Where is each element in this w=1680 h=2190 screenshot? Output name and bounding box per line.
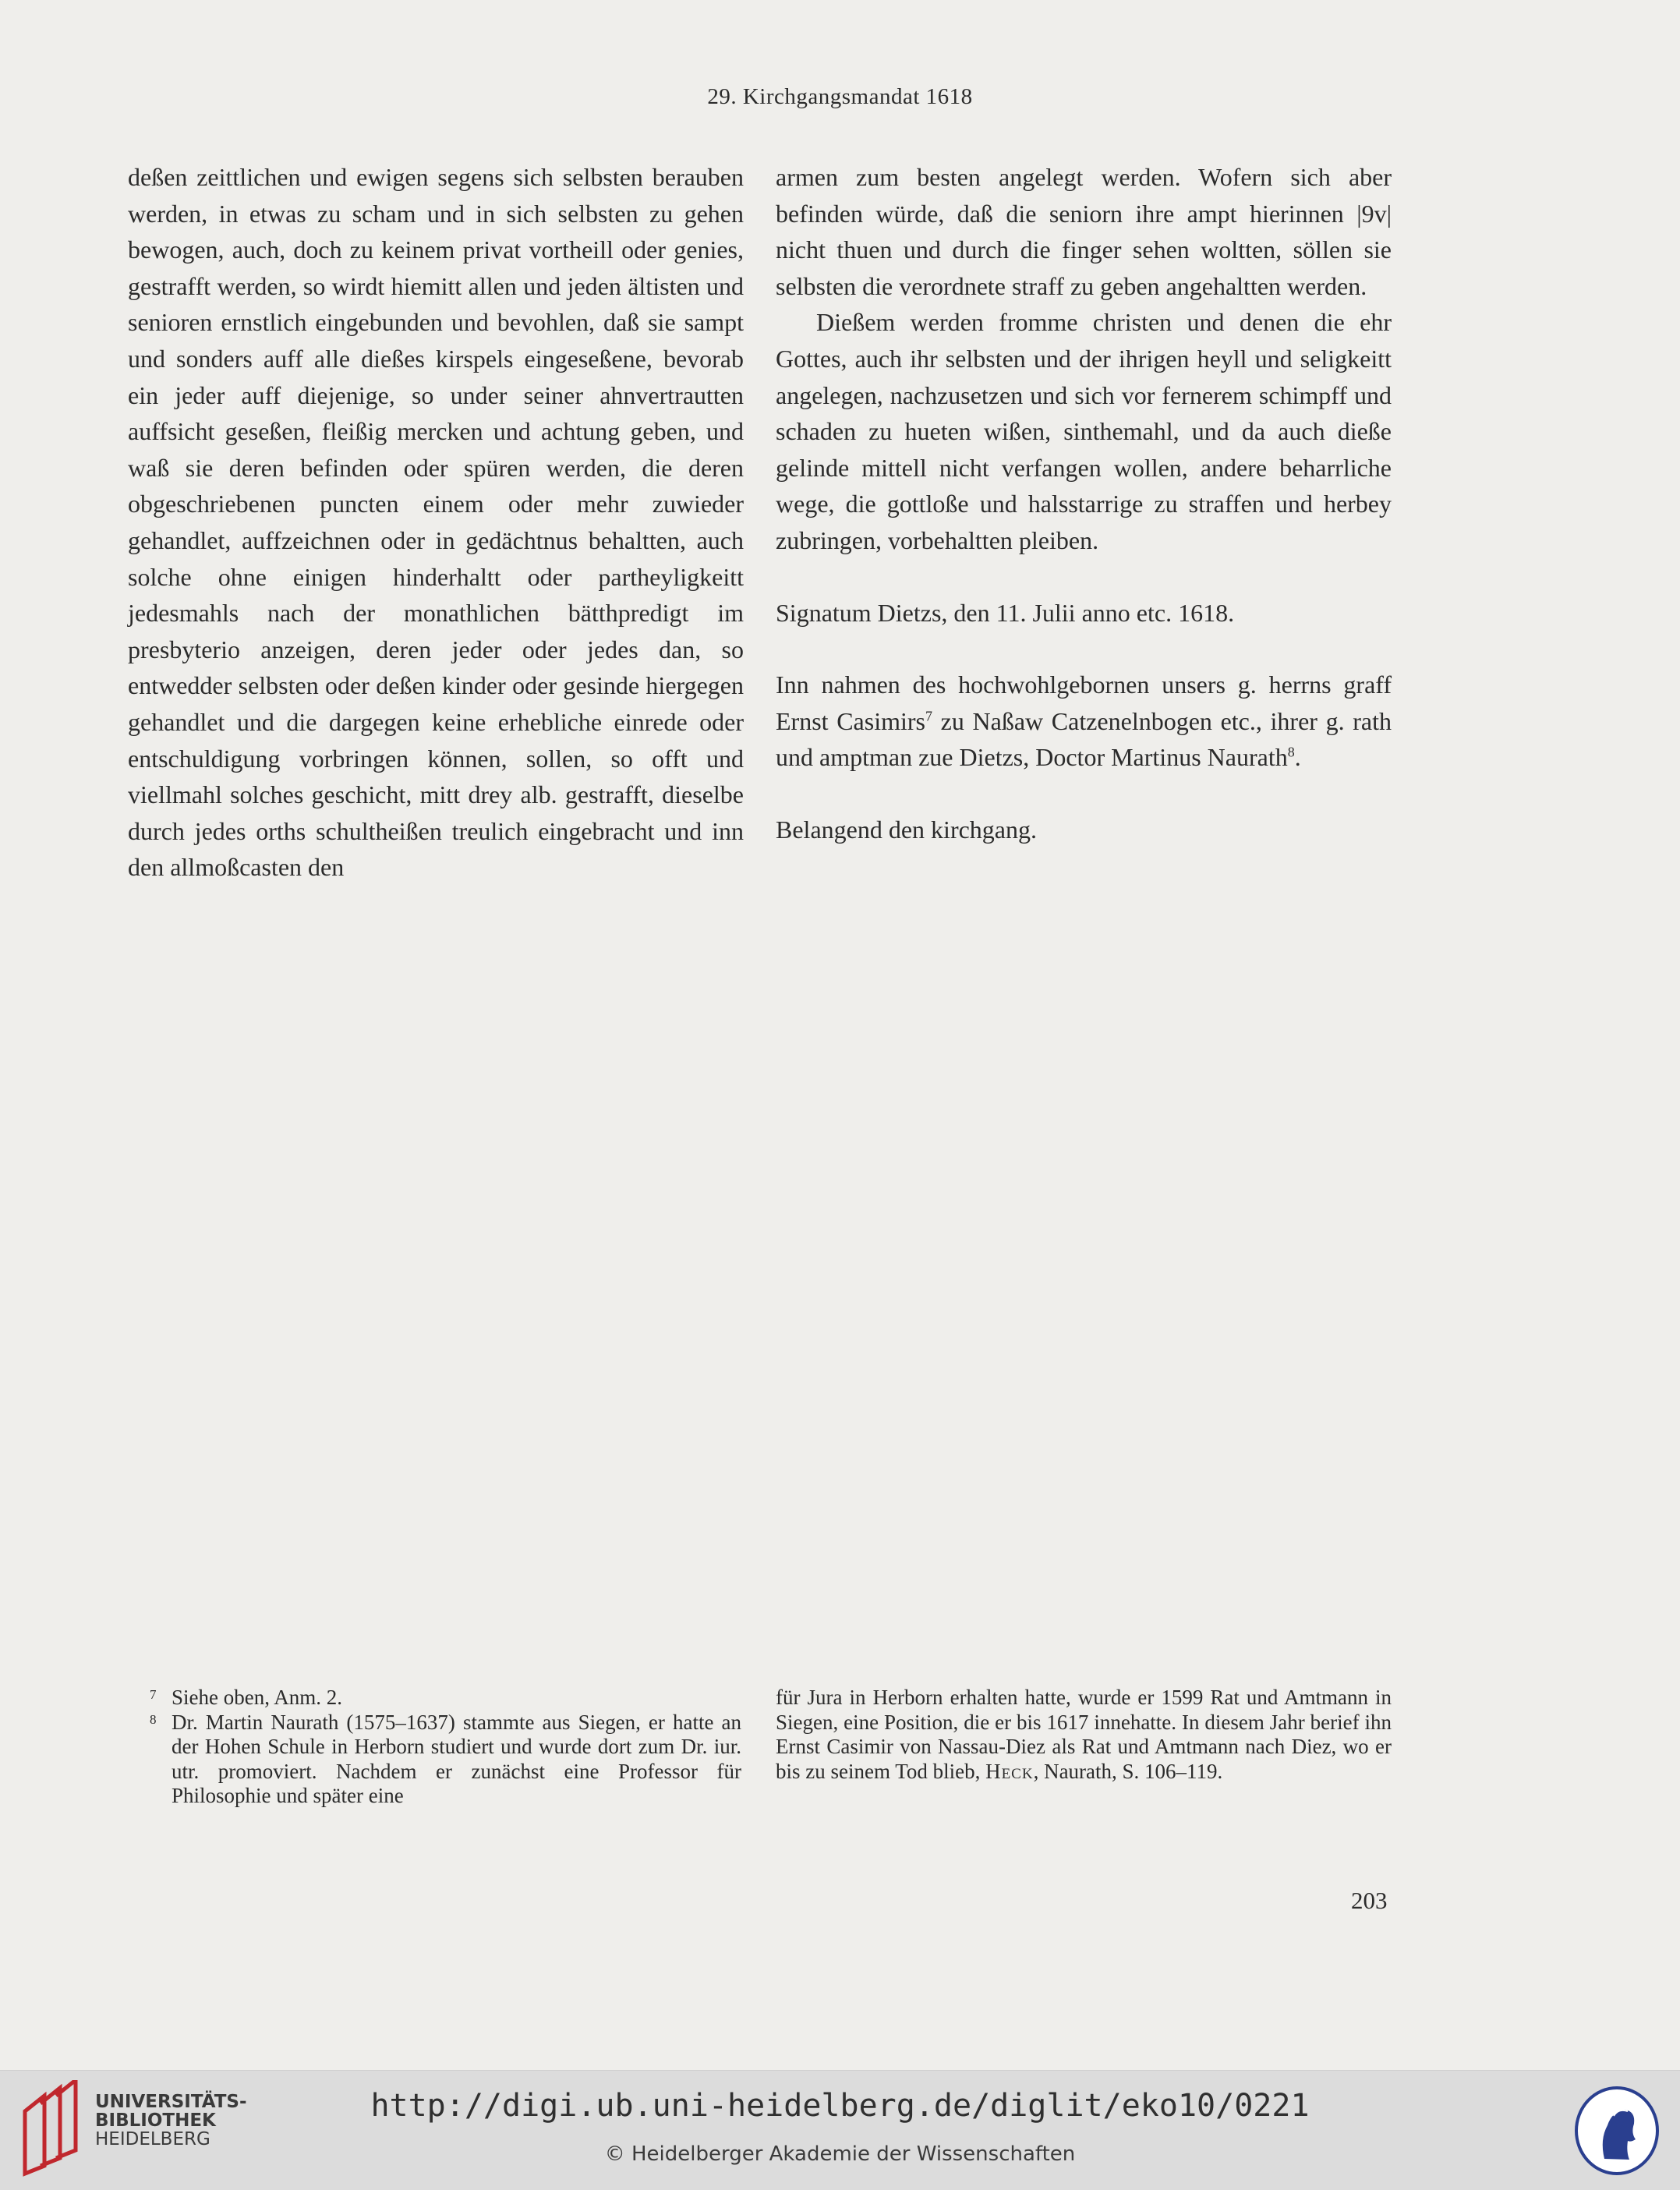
footnote-ref-8[interactable]: 8 [1287, 744, 1295, 760]
heidelberg-academy-logo-icon[interactable] [1573, 2085, 1661, 2177]
footnote-author: Heck [985, 1759, 1034, 1783]
name-of-count-text-c: . [1294, 743, 1301, 772]
permalink-url[interactable]: http://digi.ub.uni-heidelberg.de/diglit/eko10/0221 [370, 2088, 1310, 2124]
logo-line-2: BIBLIOTHEK [95, 2110, 216, 2131]
right-text-column [776, 159, 1392, 848]
footnote-number: 8 [150, 1711, 157, 1727]
left-column-paragraph: deßen zeittlichen und ewigen segens sich selbsten berauben werden, in etwas zu scham und in sich selbsten zu gehen bewogen, auch, doch zu keinem privat vortheill oder genies, gestrafft werden, so wirdt hiemitt allen und jeden ältisten und senioren ernstlich eingebunden und bevohlen, daß sie sampt und sonders auff alle dießes kirspels eingeseßene, bevorab ein jeder auff diejenige, so under seiner ahnvertrautten auffsicht geseßen, fleißig mercken und achtung geben, und waß sie deren befinden oder spüren werden, die deren obgeschriebenen puncten einem oder mehr zuwieder gehandlet, auffzeichnen oder in gedächtnus behaltten, auch solche ohne einigen hinderhaltt oder partheyligkeitt jedesmahls nach der monathlichen bätthpredigt im presbyterio anzeigen, deren jeder oder jedes dan, so entwedder selbsten oder deßen kinder oder gesinde hiergegen gehandlet und die dargegen keine erhebliche einrede oder entschuldigung vorbringen können, sollen, so offt und viellmahl solches geschicht, mitt drey alb. gestrafft, dieselbe durch jedes orths schultheißen treulich eingebracht und inn den allmoßcasten den [128, 163, 744, 882]
signature-line: Signatum Dietzs, den 11. Julii anno etc. 1618. [776, 598, 1235, 627]
logo-line-1: UNIVERSITÄTS- [95, 2092, 247, 2112]
footer-bar [0, 2070, 1680, 2190]
name-of-count-text-a: Inn nahmen des hochwohlgebornen unsers g. herrns graff Ernst Casimirs [776, 670, 1392, 735]
paragraph-name-of-count [776, 667, 1392, 776]
running-head: 29. Kirchgangsmandat 1618 [707, 84, 973, 109]
footnote-7 [128, 1686, 741, 1711]
footnote-ref-7[interactable]: 7 [925, 708, 932, 724]
footnote-text: , Naurath, S. 106–119. [1033, 1759, 1223, 1783]
footnote-8-continuation [776, 1686, 1392, 1784]
paragraph-penalty-end: armen zum besten angelegt werden. Wofern sich aber befinden würde, daß die seniorn ihre ampt hierinnen |9v| nicht thuen und durch die finger sehen woltten, söllen sie selbsten die verordnete straff zu geben angehaltten werden. [776, 163, 1392, 300]
footnote-text: für Jura in Herborn erhalten hatte, wurde er 1599 Rat und Amtmann in Siegen, eine Position, die er bis 1617 innehatte. In diesem Jahr berief ihn Ernst Casimir von Nassau-Diez als Rat und Amtmann nach Diez, wo er bis zu seinem Tod blieb, [776, 1686, 1392, 1783]
footnotes-left [128, 1686, 741, 1809]
footnote-number: 7 [150, 1687, 157, 1702]
section-heading-kirchgang: Belangend den kirchgang. [776, 815, 1037, 844]
footnote-8 [128, 1711, 741, 1809]
footnote-text: Siehe oben, Anm. 2. [172, 1686, 342, 1709]
page-number: 203 [1351, 1887, 1388, 1914]
name-of-count-text-b: zu Naßaw Catzenelnbogen etc., ihrer g. rath und amptman zue Dietzs, Doctor Martinus Naurath [776, 706, 1392, 772]
logo-line-3: HEIDELBERG [95, 2129, 210, 2149]
left-text-column [128, 159, 744, 886]
footnote-text: Dr. Martin Naurath (1575–1637) stammte aus Siegen, er hatte an der Hohen Schule in Herborn studiert und wurde dort zum Dr. iur. utr. promoviert. Nachdem er zunächst eine Professor für Philosophie und später eine [172, 1710, 741, 1807]
copyright-notice: © Heidelberger Akademie der Wissenschaften [604, 2142, 1076, 2166]
footnotes-right [776, 1686, 1392, 1784]
paragraph-admonition: Dießem werden fromme christen und denen die ehr Gottes, auch ihr selbsten und der ihrigen heyll und seligkeitt angelegen, nachzusetzen und sich vor fernerem schimpff und schaden zu hueten wißen, sinthemahl, und da auch dieße gelinde mittell nicht verfangen wollen, andere beharrliche wege, die gottloße und halsstarrige zu straffen und herbey zubringen, vorbehaltten pleiben. [776, 308, 1392, 554]
